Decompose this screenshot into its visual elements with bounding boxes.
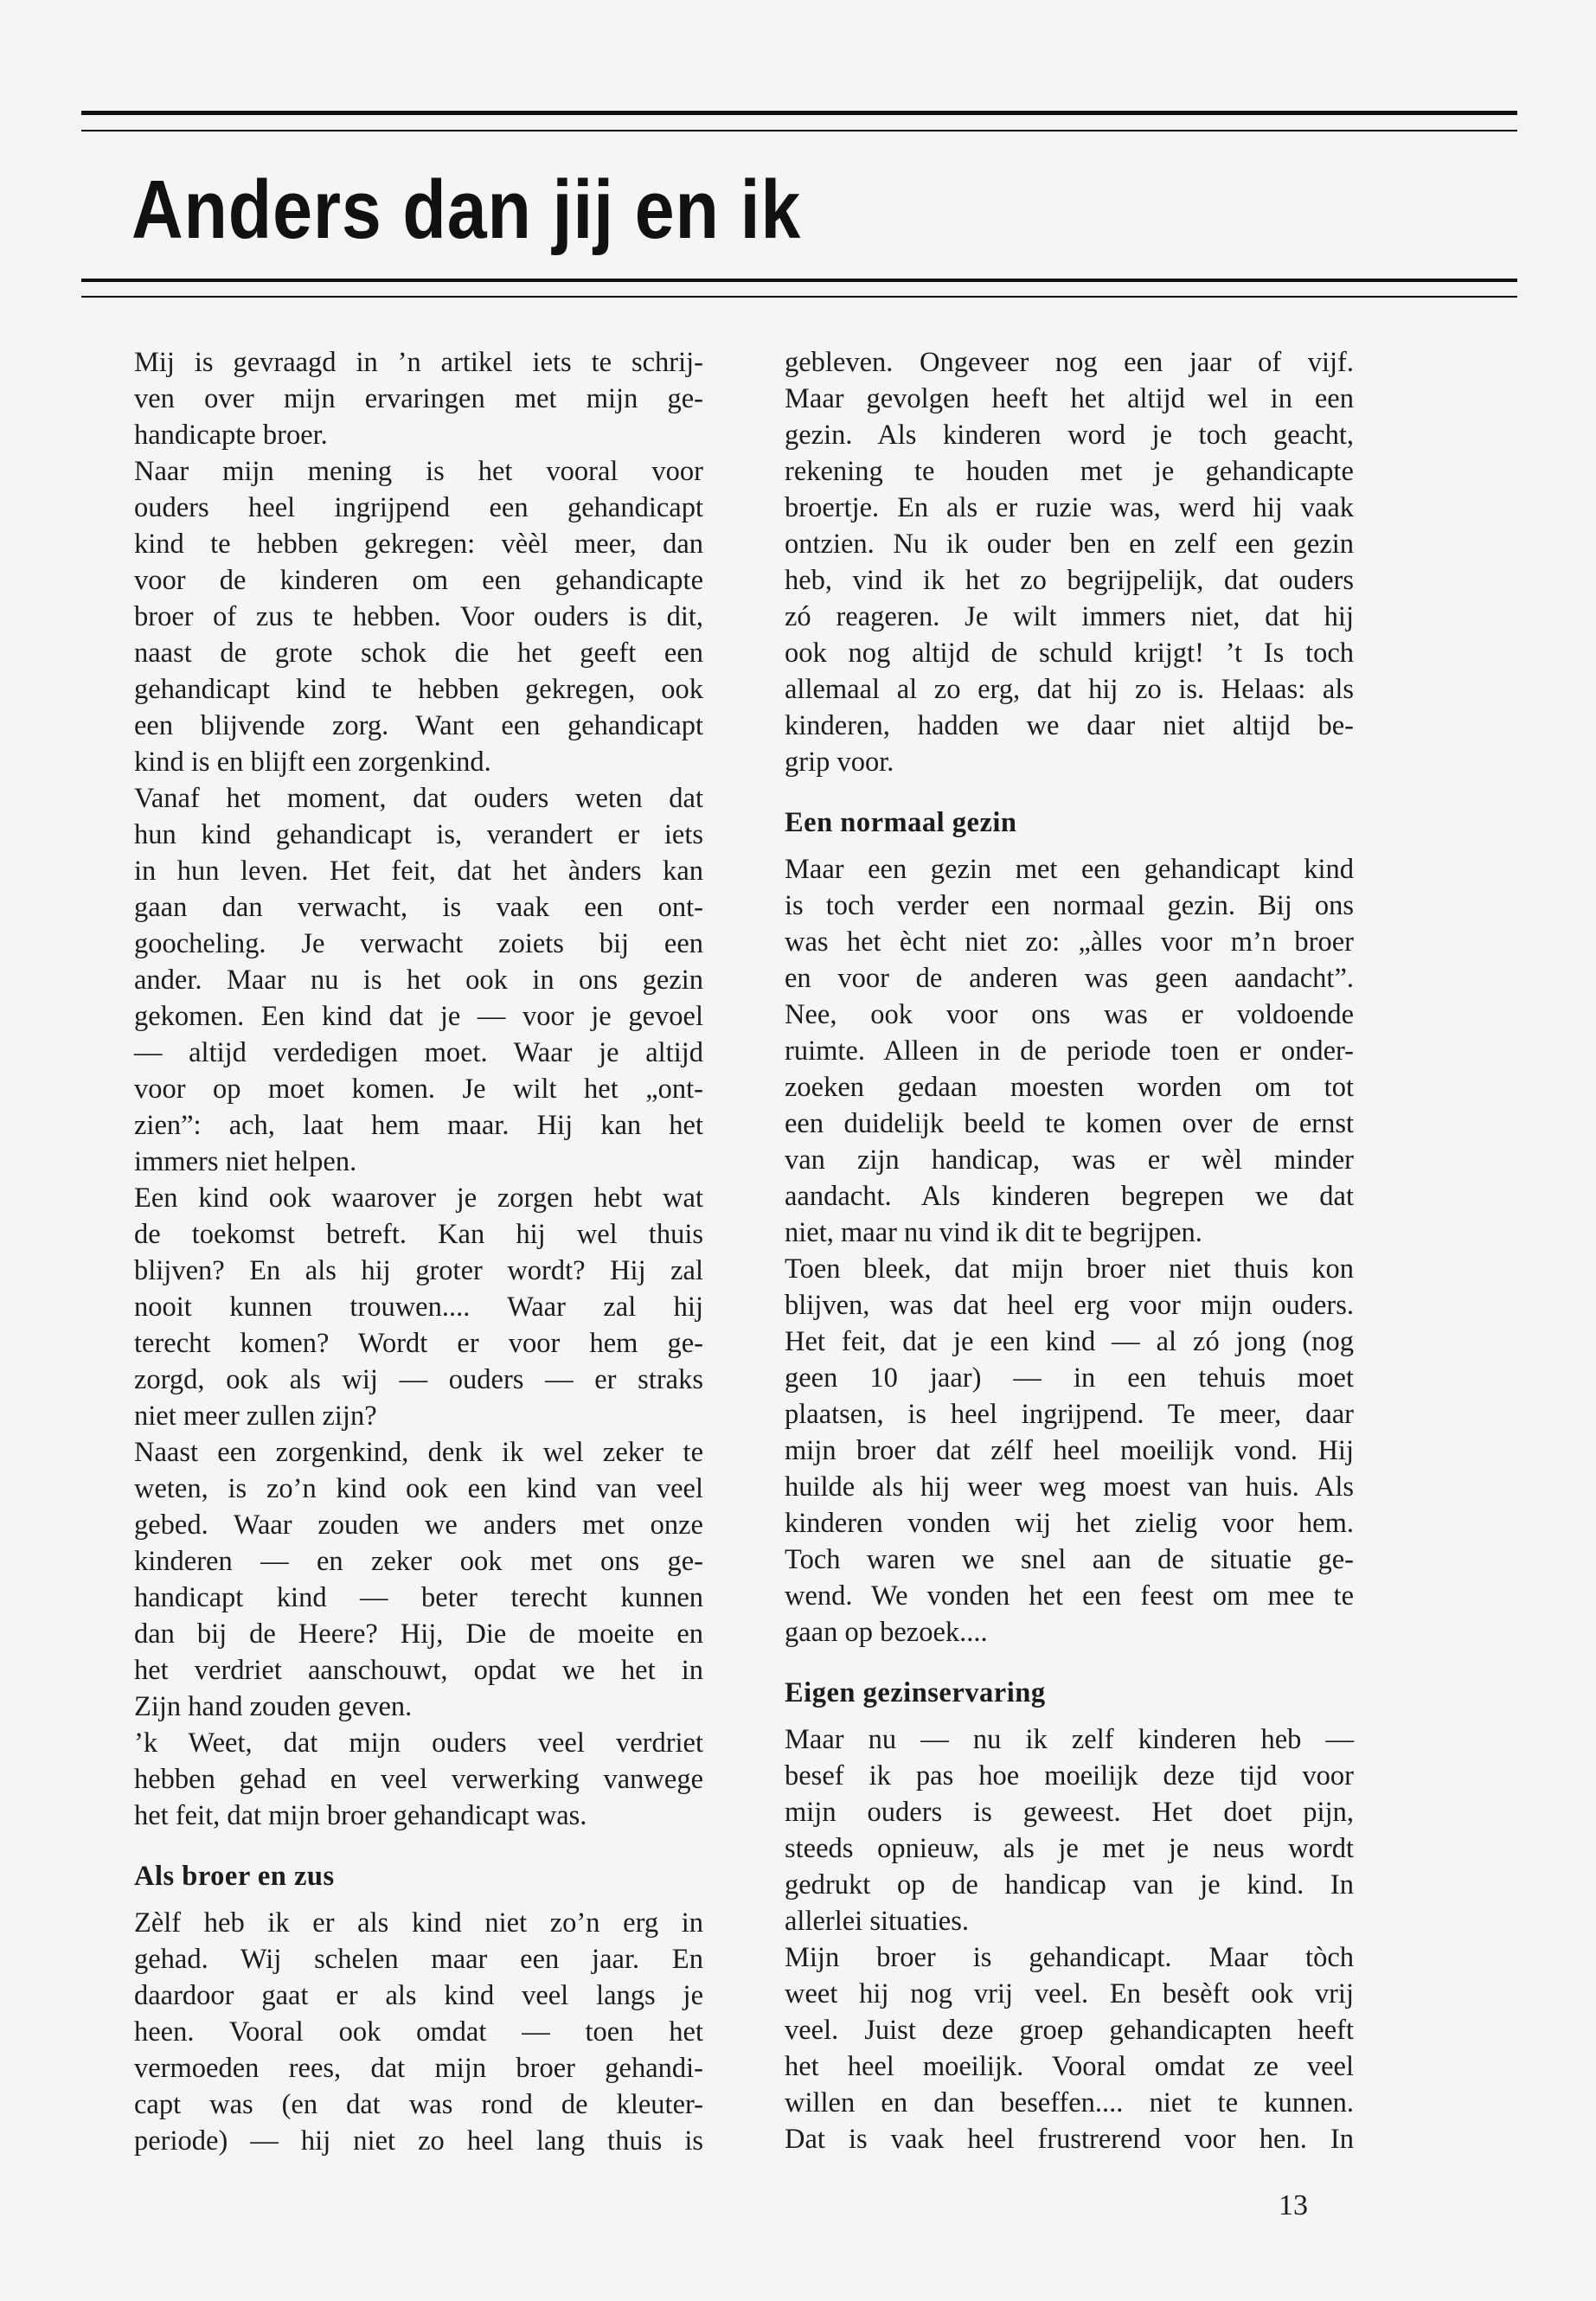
text-line: een blijvende zorg. Want een gehandicapt [134, 710, 703, 741]
text-line: terecht komen? Wordt er voor hem ge- [134, 1328, 703, 1359]
text-line: aandacht. Als kinderen begrepen we dat [785, 1181, 1354, 1212]
section-heading: Een normaal gezin [785, 807, 1017, 838]
text-line: weten, is zo’n kind ook een kind van veel [134, 1473, 703, 1504]
text-line: in hun leven. Het feit, dat het ànders kan [134, 856, 703, 887]
text-line: gaan dan verwacht, is vaak een ont- [134, 892, 703, 923]
text-line: Mij is gevraagd in ’n artikel iets te schrij- [134, 347, 703, 378]
text-line: kinderen vonden wij het zielig voor hem. [785, 1508, 1354, 1539]
text-line: ontzien. Nu ik ouder ben en zelf een gezin [785, 529, 1354, 560]
text-line: kinderen — en zeker ook met ons ge- [134, 1546, 703, 1577]
text-line: grip voor. [785, 747, 894, 778]
bottom-rule-thin [81, 296, 1517, 298]
page-number: 13 [1279, 2189, 1308, 2221]
text-line: Maar een gezin met een gehandicapt kind [785, 854, 1354, 885]
text-line: plaatsen, is heel ingrijpend. Te meer, daar [785, 1399, 1354, 1430]
text-line: een duidelijk beeld te komen over de ernst [785, 1108, 1354, 1139]
text-line: het heel moeilijk. Vooral omdat ze veel [785, 2051, 1354, 2082]
text-line: vermoeden rees, dat mijn broer gehandi- [134, 2053, 703, 2084]
text-line: Toen bleek, dat mijn broer niet thuis kon [785, 1253, 1354, 1285]
text-line: periode) — hij niet zo heel lang thuis is [134, 2125, 703, 2157]
text-line: Dat is vaak heel frustrerend voor hen. In [785, 2124, 1354, 2155]
text-line: besef ik pas hoe moeilijk deze tijd voor [785, 1760, 1354, 1791]
text-line: voor de kinderen om een gehandicapte [134, 565, 703, 596]
text-line: Toch waren we snel aan de situatie ge- [785, 1544, 1354, 1575]
text-line: goocheling. Je verwacht zoiets bij een [134, 928, 703, 959]
text-line: handicapte broer. [134, 420, 328, 451]
text-line: dan bij de Heere? Hij, Die de moeite en [134, 1618, 703, 1650]
section-heading: Als broer en zus [134, 1861, 335, 1892]
text-line: niet meer zullen zijn? [134, 1400, 377, 1432]
text-line: allemaal al zo erg, dat hij zo is. Helaas: als [785, 674, 1354, 705]
text-line: ’k Weet, dat mijn ouders veel verdriet [134, 1727, 703, 1759]
text-line: is toch verder een normaal gezin. Bij ons [785, 890, 1354, 921]
text-line: gedrukt op de handicap van je kind. In [785, 1869, 1354, 1900]
text-line: ook nog altijd de schuld krijgt! ’t Is toch [785, 638, 1354, 669]
text-line: gekomen. Een kind dat je — voor je gevoel [134, 1001, 703, 1032]
text-line: mijn ouders is geweest. Het doet pijn, [785, 1797, 1354, 1828]
text-line: Zèlf heb ik er als kind niet zo’n erg in [134, 1907, 703, 1939]
text-line: mijn broer dat zélf heel moeilijk vond. Hij [785, 1435, 1354, 1466]
text-line: hebben gehad en veel verwerking vanwege [134, 1764, 703, 1795]
top-rule-thick [81, 111, 1517, 115]
text-line: gebed. Waar zouden we anders met onze [134, 1509, 703, 1541]
text-line: kind te hebben gekregen: vèèl meer, dan [134, 529, 703, 560]
text-line: hun kind gehandicapt is, verandert er iets [134, 819, 703, 850]
text-line: weet hij nog vrij veel. En besèft ook vrij [785, 1978, 1354, 2009]
text-line: gebleven. Ongeveer nog een jaar of vijf. [785, 347, 1354, 378]
text-line: van zijn handicap, was er wèl minder [785, 1144, 1354, 1176]
text-line: willen en dan beseffen.... niet te kunnen. [785, 2087, 1354, 2118]
text-line: geen 10 jaar) — in een tehuis moet [785, 1362, 1354, 1394]
text-line: veel. Juist deze groep gehandicapten heeft [785, 2015, 1354, 2046]
text-line: gaan op bezoek.... [785, 1617, 988, 1648]
text-line: gezin. Als kinderen word je toch geacht, [785, 420, 1354, 451]
text-line: Een kind ook waarover je zorgen hebt wat [134, 1183, 703, 1214]
bottom-rule-thick [81, 279, 1517, 282]
text-line: Maar gevolgen heeft het altijd wel in een [785, 383, 1354, 414]
text-line: gehandicapt kind te hebben gekregen, ook [134, 674, 703, 705]
text-line: ven over mijn ervaringen met mijn ge- [134, 383, 703, 414]
text-line: allerlei situaties. [785, 1906, 969, 1937]
text-line: ruimte. Alleen in de periode toen er onder- [785, 1035, 1354, 1067]
text-line: zien”: ach, laat hem maar. Hij kan het [134, 1110, 703, 1141]
text-line: broer of zus te hebben. Voor ouders is dit, [134, 601, 703, 632]
text-line: Zijn hand zouden geven. [134, 1691, 413, 1722]
text-line: heen. Vooral ook omdat — toen het [134, 2016, 703, 2048]
left-column [134, 344, 703, 2159]
text-line: capt was (en dat was rond de kleuter- [134, 2089, 703, 2120]
text-line: naast de grote schok die het geeft een [134, 638, 703, 669]
text-line: steeds opnieuw, als je met je neus wordt [785, 1833, 1354, 1864]
text-line: kinderen, hadden we daar niet altijd be- [785, 710, 1354, 741]
text-line: zoeken gedaan moesten worden om tot [785, 1072, 1354, 1103]
text-line: daardoor gaat er als kind veel langs je [134, 1980, 703, 2011]
text-line: de toekomst betreft. Kan hij wel thuis [134, 1219, 703, 1250]
text-line: nooit kunnen trouwen.... Waar zal hij [134, 1292, 703, 1323]
text-line: was het ècht niet zo: „àlles voor m’n broer [785, 926, 1354, 958]
text-line: en voor de anderen was geen aandacht”. [785, 963, 1354, 994]
text-line: ouders heel ingrijpend een gehandicapt [134, 492, 703, 523]
text-line: broertje. En als er ruzie was, werd hij vaak [785, 492, 1354, 523]
text-line: immers niet helpen. [134, 1146, 357, 1177]
text-line: Naar mijn mening is het vooral voor [134, 456, 703, 487]
text-line: blijven, was dat heel erg voor mijn ouders. [785, 1290, 1354, 1321]
text-line: wend. We vonden het een feest om mee te [785, 1580, 1354, 1612]
text-line: rekening te houden met je gehandicapte [785, 456, 1354, 487]
article-title: Anders dan jij en ik [131, 163, 802, 256]
text-line: het verdriet aanschouwt, opdat we het in [134, 1655, 703, 1686]
right-column [785, 344, 1354, 2157]
text-line: zó reageren. Je wilt immers niet, dat hij [785, 601, 1354, 632]
text-line: blijven? En als hij groter wordt? Hij zal [134, 1255, 703, 1286]
text-line: Nee, ook voor ons was er voldoende [785, 999, 1354, 1030]
text-line: heb, vind ik het zo begrijpelijk, dat ouders [785, 565, 1354, 596]
text-line: zorgd, ook als wij — ouders — er straks [134, 1364, 703, 1395]
text-line: ander. Maar nu is het ook in ons gezin [134, 965, 703, 996]
text-line: — altijd verdedigen moet. Waar je altijd [134, 1037, 703, 1068]
text-line: Naast een zorgenkind, denk ik wel zeker te [134, 1437, 703, 1468]
top-rule-thin [81, 130, 1517, 131]
section-heading: Eigen gezinservaring [785, 1677, 1046, 1708]
text-line: handicapt kind — beter terecht kunnen [134, 1582, 703, 1613]
text-line: voor op moet komen. Je wilt het „ont- [134, 1074, 703, 1105]
text-line: Het feit, dat je een kind — al zó jong (nog [785, 1326, 1354, 1357]
text-line: het feit, dat mijn broer gehandicapt was. [134, 1800, 587, 1831]
text-line: Mijn broer is gehandicapt. Maar tòch [785, 1942, 1354, 1973]
text-line: Maar nu — nu ik zelf kinderen heb — [785, 1724, 1354, 1755]
text-line: huilde als hij weer weg moest van huis. Als [785, 1471, 1354, 1503]
text-line: Vanaf het moment, dat ouders weten dat [134, 783, 703, 814]
text-line: niet, maar nu vind ik dit te begrijpen. [785, 1217, 1202, 1248]
text-line: gehad. Wij schelen maar een jaar. En [134, 1944, 703, 1975]
text-line: kind is en blijft een zorgenkind. [134, 747, 491, 778]
